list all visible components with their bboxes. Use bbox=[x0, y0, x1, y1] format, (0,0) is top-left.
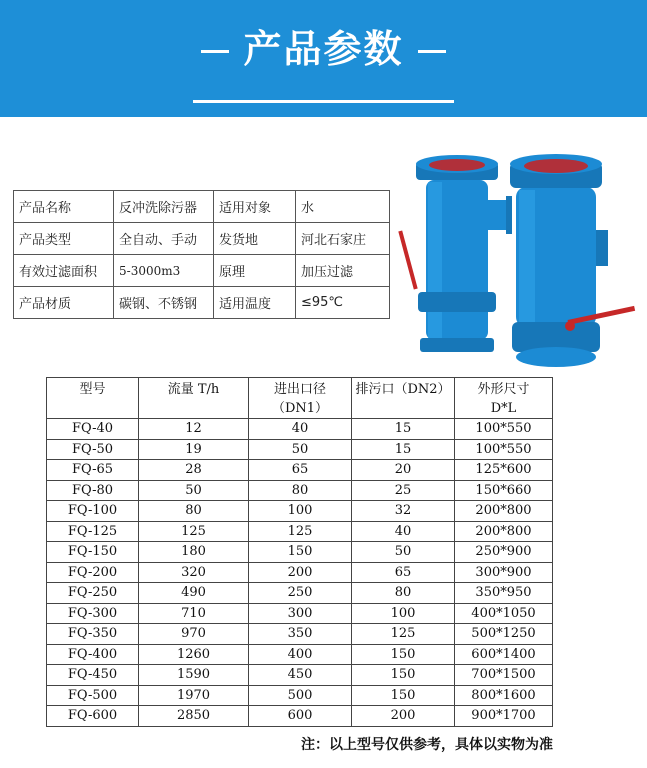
table-cell: 500 bbox=[249, 685, 352, 706]
table-cell: FQ-600 bbox=[47, 706, 139, 727]
page-title: 产品参数 bbox=[243, 27, 404, 71]
table-cell: 12 bbox=[139, 419, 249, 440]
table-row bbox=[47, 583, 553, 604]
table-cell: 970 bbox=[139, 624, 249, 645]
table-cell: 320 bbox=[139, 562, 249, 583]
table-cell: 50 bbox=[139, 480, 249, 501]
table-cell: 450 bbox=[249, 665, 352, 686]
table-cell: 350*950 bbox=[455, 583, 553, 604]
table-cell: FQ-200 bbox=[47, 562, 139, 583]
table-cell: 150 bbox=[352, 685, 455, 706]
table-cell: FQ-50 bbox=[47, 439, 139, 460]
table-cell: 300*900 bbox=[455, 562, 553, 583]
table-cell: FQ-450 bbox=[47, 665, 139, 686]
table-cell: 350 bbox=[249, 624, 352, 645]
spec-cell: 产品类型 bbox=[14, 223, 114, 255]
table-cell: 1260 bbox=[139, 644, 249, 665]
table-cell: 65 bbox=[249, 460, 352, 481]
table-cell: 200 bbox=[249, 562, 352, 583]
table-cell: 900*1700 bbox=[455, 706, 553, 727]
filter-product-image bbox=[398, 152, 643, 372]
table-row bbox=[47, 542, 553, 563]
table-row bbox=[47, 501, 553, 522]
filter-unit-left bbox=[398, 155, 512, 352]
table-cell: 2850 bbox=[139, 706, 249, 727]
spec-cell: ≤95℃ bbox=[296, 287, 390, 319]
table-cell: 15 bbox=[352, 419, 455, 440]
table-cell: 65 bbox=[352, 562, 455, 583]
table-row bbox=[47, 460, 553, 481]
spec-cell: 适用对象 bbox=[214, 191, 296, 223]
table-row bbox=[47, 685, 553, 706]
spec-cell: 原理 bbox=[214, 255, 296, 287]
spec-cell: 河北石家庄 bbox=[296, 223, 390, 255]
table-cell: 125 bbox=[352, 624, 455, 645]
spec-cell: 适用温度 bbox=[214, 287, 296, 319]
table-cell: 125 bbox=[249, 521, 352, 542]
table-cell: FQ-500 bbox=[47, 685, 139, 706]
table-cell: 710 bbox=[139, 603, 249, 624]
table-row bbox=[47, 624, 553, 645]
spec-cell: 反冲洗除污器 bbox=[114, 191, 214, 223]
table-cell: 1970 bbox=[139, 685, 249, 706]
table-cell: 200*800 bbox=[455, 521, 553, 542]
table-cell: 100 bbox=[249, 501, 352, 522]
table-cell: 125*600 bbox=[455, 460, 553, 481]
table-cell: FQ-150 bbox=[47, 542, 139, 563]
spec-table bbox=[13, 190, 390, 319]
table-cell: 32 bbox=[352, 501, 455, 522]
table-cell: 28 bbox=[139, 460, 249, 481]
spec-cell: 发货地 bbox=[214, 223, 296, 255]
table-row bbox=[47, 439, 553, 460]
table-cell: 700*1500 bbox=[455, 665, 553, 686]
table-cell: 300 bbox=[249, 603, 352, 624]
table-cell: 40 bbox=[249, 419, 352, 440]
table-cell: FQ-100 bbox=[47, 501, 139, 522]
table-cell: 180 bbox=[139, 542, 249, 563]
table-cell: 80 bbox=[139, 501, 249, 522]
header-cell: 进出口径 （DN1） bbox=[249, 378, 352, 419]
title-dash-right bbox=[418, 50, 446, 53]
title-banner bbox=[0, 0, 647, 117]
table-row bbox=[47, 480, 553, 501]
table-cell: 400*1050 bbox=[455, 603, 553, 624]
table-cell: FQ-125 bbox=[47, 521, 139, 542]
spec-cell: 水 bbox=[296, 191, 390, 223]
table-cell: 100*550 bbox=[455, 419, 553, 440]
table-cell: 200*800 bbox=[455, 501, 553, 522]
table-cell: 500*1250 bbox=[455, 624, 553, 645]
filter-unit-right bbox=[510, 154, 635, 367]
table-cell: 400 bbox=[249, 644, 352, 665]
table-cell: 20 bbox=[352, 460, 455, 481]
table-cell: 80 bbox=[352, 583, 455, 604]
table-cell: FQ-80 bbox=[47, 480, 139, 501]
table-cell: 19 bbox=[139, 439, 249, 460]
spec-row bbox=[14, 287, 390, 319]
models-table bbox=[46, 377, 553, 727]
table-row bbox=[47, 562, 553, 583]
table-cell: 50 bbox=[249, 439, 352, 460]
table-cell: 150*660 bbox=[455, 480, 553, 501]
table-cell: 100*550 bbox=[455, 439, 553, 460]
table-cell: 200 bbox=[352, 706, 455, 727]
table-cell: FQ-300 bbox=[47, 603, 139, 624]
table-cell: FQ-250 bbox=[47, 583, 139, 604]
table-cell: 150 bbox=[352, 665, 455, 686]
table-cell: 50 bbox=[352, 542, 455, 563]
table-row bbox=[47, 706, 553, 727]
spec-cell: 产品名称 bbox=[14, 191, 114, 223]
table-cell: 100 bbox=[352, 603, 455, 624]
table-cell: FQ-65 bbox=[47, 460, 139, 481]
table-cell: 25 bbox=[352, 480, 455, 501]
spec-row bbox=[14, 223, 390, 255]
table-row bbox=[47, 603, 553, 624]
table-cell: 1590 bbox=[139, 665, 249, 686]
table-cell: 600*1400 bbox=[455, 644, 553, 665]
table-row bbox=[47, 644, 553, 665]
spec-row bbox=[14, 255, 390, 287]
table-row bbox=[47, 521, 553, 542]
table-cell: 80 bbox=[249, 480, 352, 501]
header-cell: 外形尺寸 D*L bbox=[455, 378, 553, 419]
table-cell: 250*900 bbox=[455, 542, 553, 563]
title-underline bbox=[193, 100, 454, 103]
spec-row bbox=[14, 191, 390, 223]
models-body bbox=[47, 419, 553, 727]
spec-cell: 加压过滤 bbox=[296, 255, 390, 287]
table-row bbox=[47, 665, 553, 686]
table-cell: 490 bbox=[139, 583, 249, 604]
title-dash-left bbox=[201, 50, 229, 53]
table-cell: 15 bbox=[352, 439, 455, 460]
footnote: 注：以上型号仅供参考，具体以实物为准 bbox=[301, 737, 553, 753]
table-cell: FQ-350 bbox=[47, 624, 139, 645]
table-cell: FQ-40 bbox=[47, 419, 139, 440]
table-cell: 150 bbox=[249, 542, 352, 563]
table-cell: FQ-400 bbox=[47, 644, 139, 665]
spec-cell: 全自动、手动 bbox=[114, 223, 214, 255]
table-cell: 150 bbox=[352, 644, 455, 665]
table-cell: 600 bbox=[249, 706, 352, 727]
table-cell: 125 bbox=[139, 521, 249, 542]
header-cell: 流量 T/h bbox=[139, 378, 249, 419]
header-cell: 排污口（DN2） bbox=[352, 378, 455, 419]
spec-cell: 有效过滤面积 bbox=[14, 255, 114, 287]
spec-cell: 产品材质 bbox=[14, 287, 114, 319]
header-cell: 型号 bbox=[47, 378, 139, 419]
models-header-row bbox=[47, 378, 553, 419]
table-cell: 250 bbox=[249, 583, 352, 604]
table-row bbox=[47, 419, 553, 440]
table-cell: 800*1600 bbox=[455, 685, 553, 706]
spec-cell: 5-3000m3 bbox=[114, 255, 214, 287]
table-cell: 40 bbox=[352, 521, 455, 542]
spec-cell: 碳钢、不锈钢 bbox=[114, 287, 214, 319]
